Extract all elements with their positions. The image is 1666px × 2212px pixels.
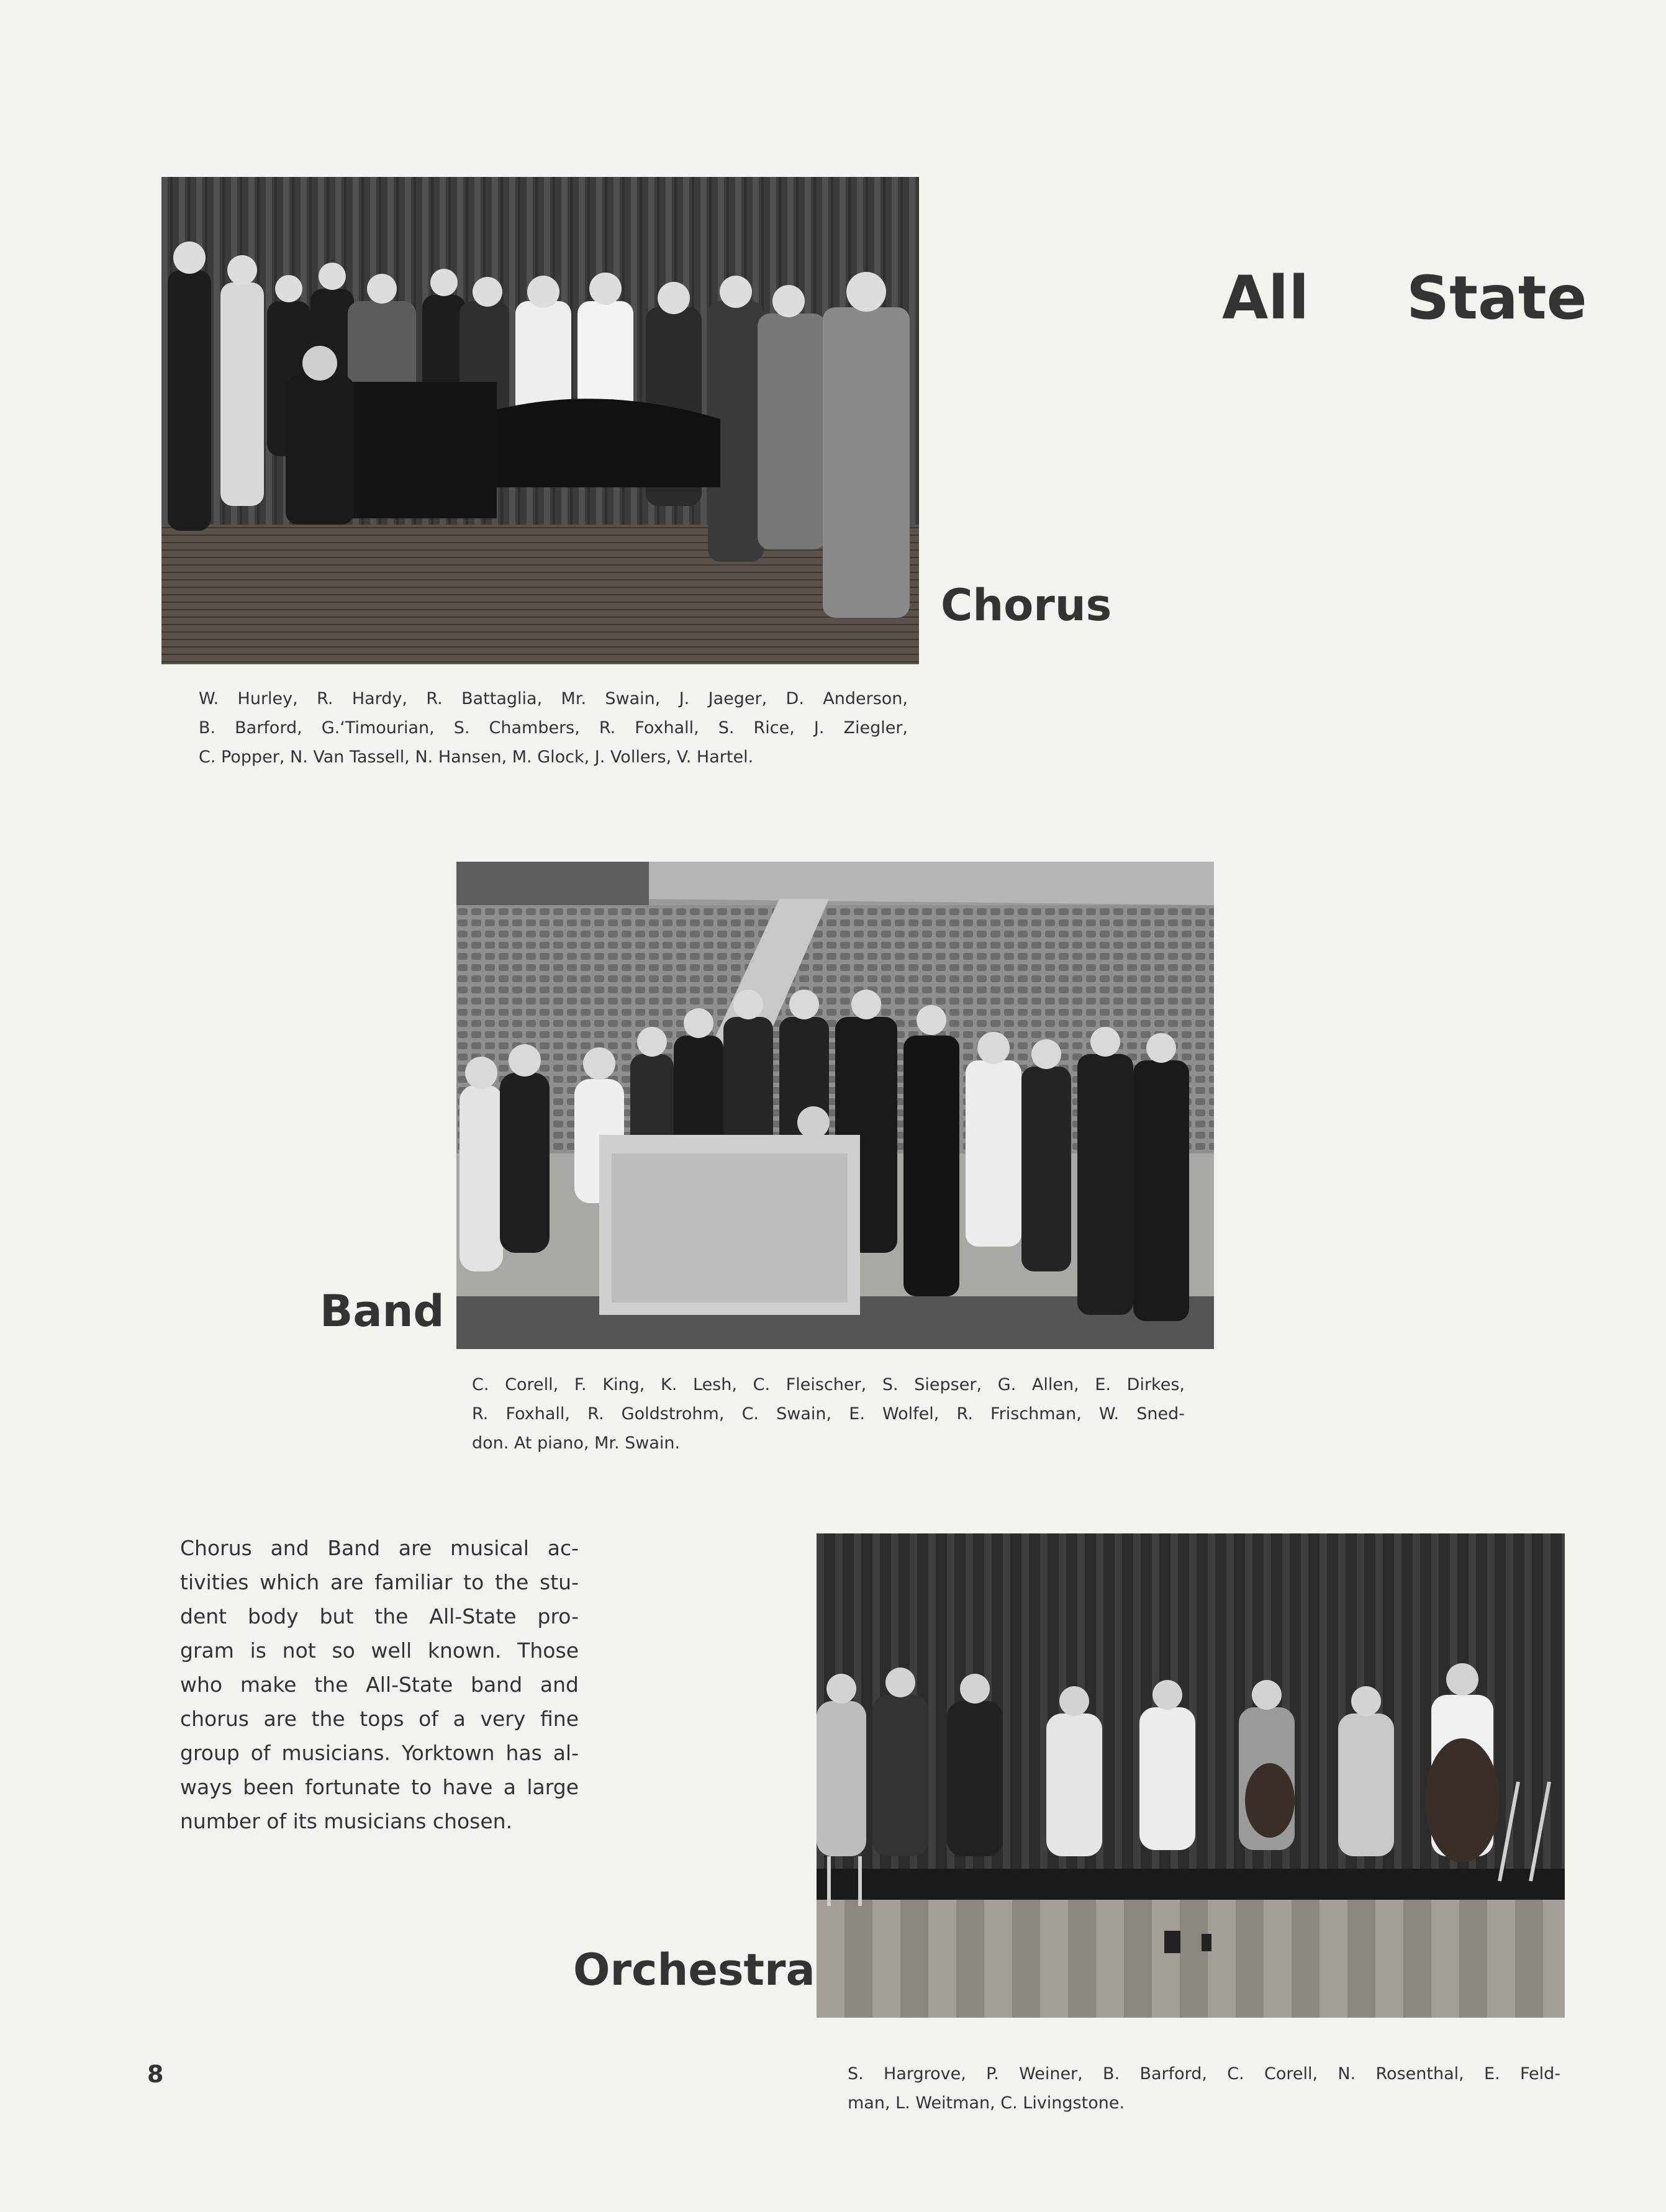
intro-line: Chorus and Band are musical ac- <box>180 1536 579 1560</box>
band-caption-line: don. At piano, Mr. Swain. <box>472 1433 681 1453</box>
intro-line: ways been fortunate to have a large <box>180 1775 579 1799</box>
orchestra-caption-line: man, L. Weitman, C. Livingstone. <box>848 2093 1125 2113</box>
chorus-caption-line: W. Hurley, R. Hardy, R. Battaglia, Mr. Swain, J. Jaeger, D. Anderson, <box>199 689 908 708</box>
band-photo <box>456 862 1214 1349</box>
orchestra-heading: Orchestra <box>573 1944 815 1995</box>
chorus-heading: Chorus <box>941 580 1112 631</box>
band-caption-line: R. Foxhall, R. Goldstrohm, C. Swain, E. Wolfel, R. Frischman, W. Sned- <box>472 1404 1185 1424</box>
intro-line: chorus are the tops of a very fine <box>180 1707 579 1731</box>
intro-line: who make the All-State band and <box>180 1673 579 1697</box>
orchestra-caption-line: S. Hargrove, P. Weiner, B. Barford, C. Corell, N. Rosenthal, E. Feld- <box>848 2064 1560 2083</box>
title-word-all: All <box>1222 263 1310 333</box>
orchestra-photo <box>817 1533 1565 2018</box>
chorus-photo <box>161 177 919 664</box>
intro-line: number of its musicians chosen. <box>180 1809 513 1833</box>
page-number: 8 <box>147 2061 164 2088</box>
orchestra-caption <box>848 2059 1560 2118</box>
band-heading: Band <box>320 1286 445 1337</box>
intro-line: group of musicians. Yorktown has al- <box>180 1741 579 1765</box>
chorus-caption <box>199 684 908 772</box>
band-caption-line: C. Corell, F. King, K. Lesh, C. Fleischer, S. Siepser, G. Allen, E. Dirkes, <box>472 1375 1185 1394</box>
chorus-caption-line: B. Barford, G.‘Timourian, S. Chambers, R. Foxhall, S. Rice, J. Ziegler, <box>199 718 908 738</box>
intro-line: dent body but the All-State pro- <box>180 1604 579 1628</box>
intro-line: tivities which are familiar to the stu- <box>180 1570 579 1594</box>
intro-paragraph <box>180 1531 579 1838</box>
chorus-caption-line: C. Popper, N. Van Tassell, N. Hansen, M. Glock, J. Vollers, V. Hartel. <box>199 747 754 767</box>
band-caption <box>472 1370 1185 1458</box>
title-word-state: State <box>1406 263 1587 333</box>
page-title <box>1222 263 1587 333</box>
intro-line: gram is not so well known. Those <box>180 1638 579 1663</box>
